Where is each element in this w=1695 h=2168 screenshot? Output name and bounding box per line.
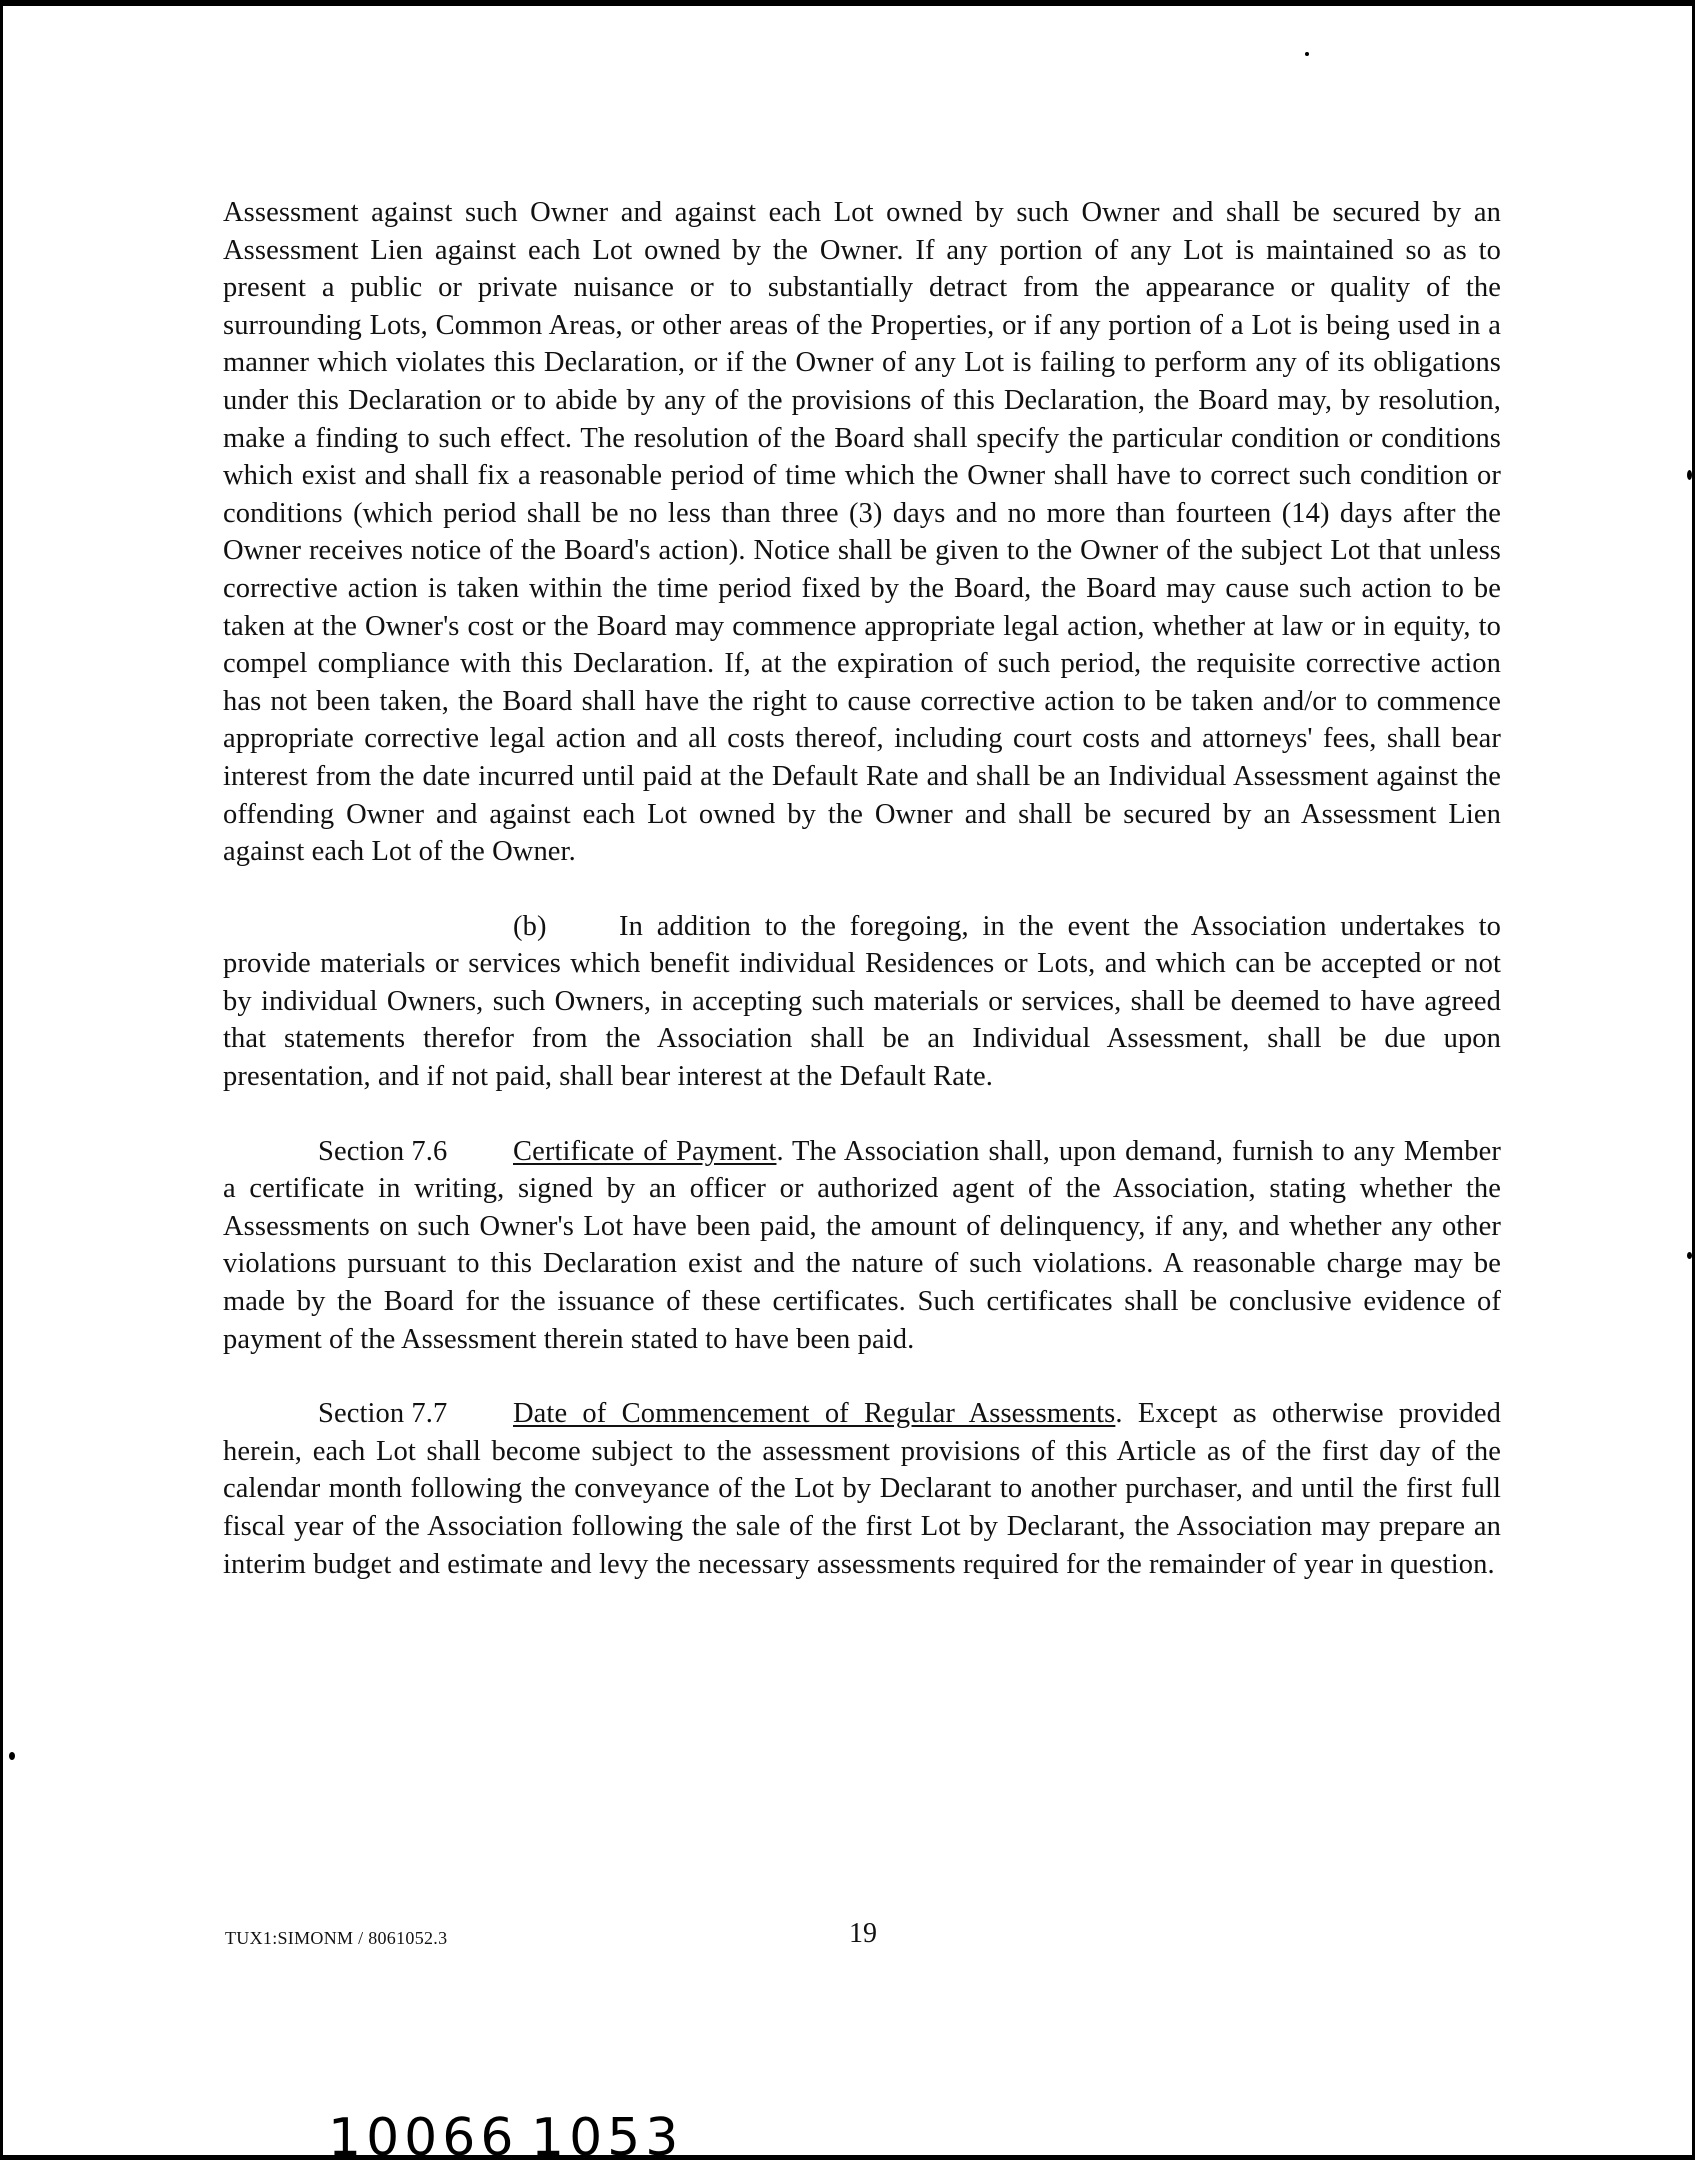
scan-speck [1687,470,1692,480]
paragraph-b-text: In addition to the foregoing, in the event the Association undertakes to provide materials or services which benefit individual Residences or Lots, and which can be accepted or not by individual Owners, such Owners, in accepting such materials or services, shall be deemed to have agreed that statements therefor from the Association shall be an Individual Assessment, shall be due upon presentation, and if not paid, shall bear interest at the Default Rate. [223,910,1501,1093]
section-7-7 [223,1395,1501,1583]
paragraph-b-label: (b) [513,910,547,942]
section-7-6 [223,1133,1501,1359]
section-7-7-number: Section 7.7 [318,1398,448,1430]
footer-document-id: TUX1:SIMONM / 8061052.3 [225,1928,448,1948]
scan-speck [9,1752,15,1760]
recording-stamp-book: 10066 [328,2108,519,2168]
section-7-6-title: Certificate of Payment [513,1135,777,1167]
paragraph-b [223,908,1501,1096]
scan-speck [1305,52,1309,56]
page-number: 19 [849,1918,877,1949]
section-7-6-number: Section 7.6 [318,1135,448,1167]
document-body [223,194,1501,1583]
scan-speck [1687,1252,1692,1259]
scan-border-bottom [3,2155,1695,2160]
scan-border-top [3,0,1695,6]
paragraph-continued: Assessment against such Owner and against each Lot owned by such Owner and shall be secured by an Assessment Lien against each Lot owned by the Owner. If any portion of any Lot is maintained so as to present a public or private nuisance or to substantially detract from the appearance or quality of the surrounding Lots, Common Areas, or other areas of the Properties, or if any portion of a Lot is being used in a manner which violates this Declaration, or if the Owner of any Lot is failing to perform any of its obligations under this Declaration or to abide by any of the provisions of this Declaration, the Board may, by resolution, make a finding to such effect. The resolution of the Board shall specify the particular condition or conditions which exist and shall fix a reasonable period of time which the Owner shall have to correct such condition or conditions (which period shall be no less than three (3) days and no more than fourteen (14) days after the Owner receives notice of the Board's action). Notice shall be given to the Owner of the subject Lot that unless corrective action is taken within the time period fixed by the Board, the Board may cause such action to be taken at the Owner's cost or the Board may commence appropriate legal action, whether at law or in equity, to compel compliance with this Declaration. If, at the expiration of such period, the requisite corrective action has not been taken, the Board shall have the right to cause corrective action to be taken and/or to commence appropriate corrective legal action and all costs thereof, including court costs and attorneys' fees, shall bear interest from the date incurred until paid at the Default Rate and shall be an Individual Assessment against the offending Owner and against each Lot owned by the Owner and shall be secured by an Assessment Lien against each Lot of the Owner. [223,197,1501,868]
recording-stamp-page: 1053 [531,2108,684,2168]
section-7-7-title: Date of Commencement of Regular Assessments [513,1398,1116,1430]
section-7-7-text: . Except as otherwise provided herein, each Lot shall become subject to the assessment provisions of this Article as of the first day of the calendar month following the conveyance of the Lot by Declarant to another purchaser, and until the first full fiscal year of the Association following the sale of the first Lot by Declarant, the Association may prepare an interim budget and estimate and levy the necessary assessments required for the remainder of year in question. [223,1398,1501,1580]
section-7-6-text: . The Association shall, upon demand, furnish to any Member a certificate in writing, signed by an officer or authorized agent of the Association, stating whether the Assessments on such Owner's Lot have been paid, the amount of delinquency, if any, and whether any other violations pursuant to this Declaration exist and the nature of such violations. A reasonable charge may be made by the Board for the issuance of these certificates. Such certificates shall be conclusive evidence of payment of the Assessment therein stated to have been paid. [223,1135,1501,1355]
